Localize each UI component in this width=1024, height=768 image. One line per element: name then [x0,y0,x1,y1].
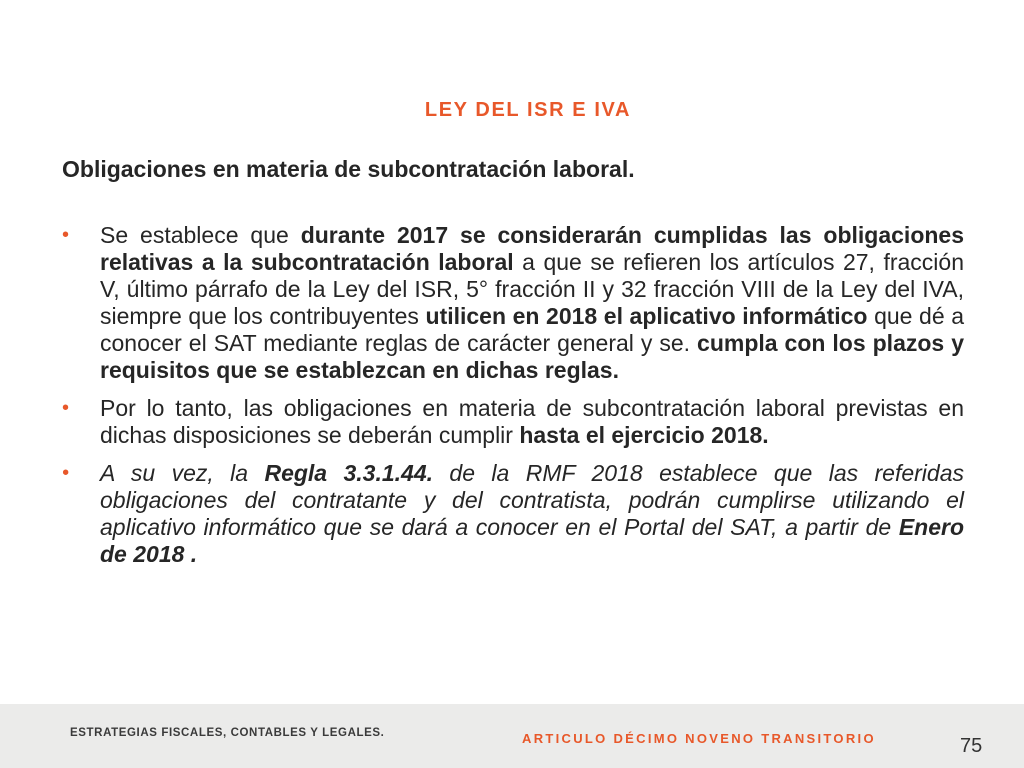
bullet-3-bold-2: Enero de 2018 . [100,514,964,567]
bullet-1-text-3: que dé a conocer el SAT mediante reglas de carácter general y se. [100,303,964,356]
bullet-list [62,222,964,579]
bullet-icon: • [62,462,70,484]
bullet-item-2 [62,395,964,449]
bullet-icon: • [62,224,70,246]
bullet-2-bold-1: hasta el ejercicio 2018. [519,422,769,448]
bullet-1-bold-3: cumpla con los plazos y requisitos que se establezcan en dichas reglas. [100,330,964,383]
page-title: LEY DEL ISR E IVA [424,99,632,121]
bullet-2-text-1: Por lo tanto, las obligaciones en materia de subcontratación laboral previstas en dichas disposiciones se deberán cumplir [100,395,964,448]
footer-section-title: ARTICULO DÉCIMO NOVENO TRANSITORIO [522,731,876,746]
bullet-3-text-2: de la RMF 2018 establece que las referidas obligaciones del contratante y del contratista, podrán cumplirse utilizando el aplicativo informático que se dará a conocer en el Portal del SAT, a partir de [100,460,964,540]
bullet-item-1 [62,222,964,384]
page-number: 75 [960,735,983,757]
bullet-1-bold-1: durante 2017 se considerarán cumplidas las obligaciones relativas a la subcontratación laboral [100,222,965,275]
bullet-1-bold-2: utilicen en 2018 el aplicativo informático [425,303,868,329]
bullet-1-text-1: Se establece que [100,222,301,248]
bullet-icon: • [62,397,70,419]
bullet-item-3 [62,460,964,568]
section-subtitle: Obligaciones en materia de subcontratación laboral. [62,156,635,182]
bullet-3-text-1: A su vez, la [100,460,265,486]
bullet-1-text-2: a que se refieren los artículos 27, fracción V, último párrafo de la Ley del ISR, 5° fracción II y 32 fracción VIII de la Ley del IVA, siempre que los contribuyentes [100,249,964,329]
footer-bar [0,704,1024,768]
footer-firm-name: ESTRATEGIAS FISCALES, CONTABLES Y LEGALES. [70,727,385,739]
bullet-3-bold-1: Regla 3.3.1.44. [264,460,434,486]
